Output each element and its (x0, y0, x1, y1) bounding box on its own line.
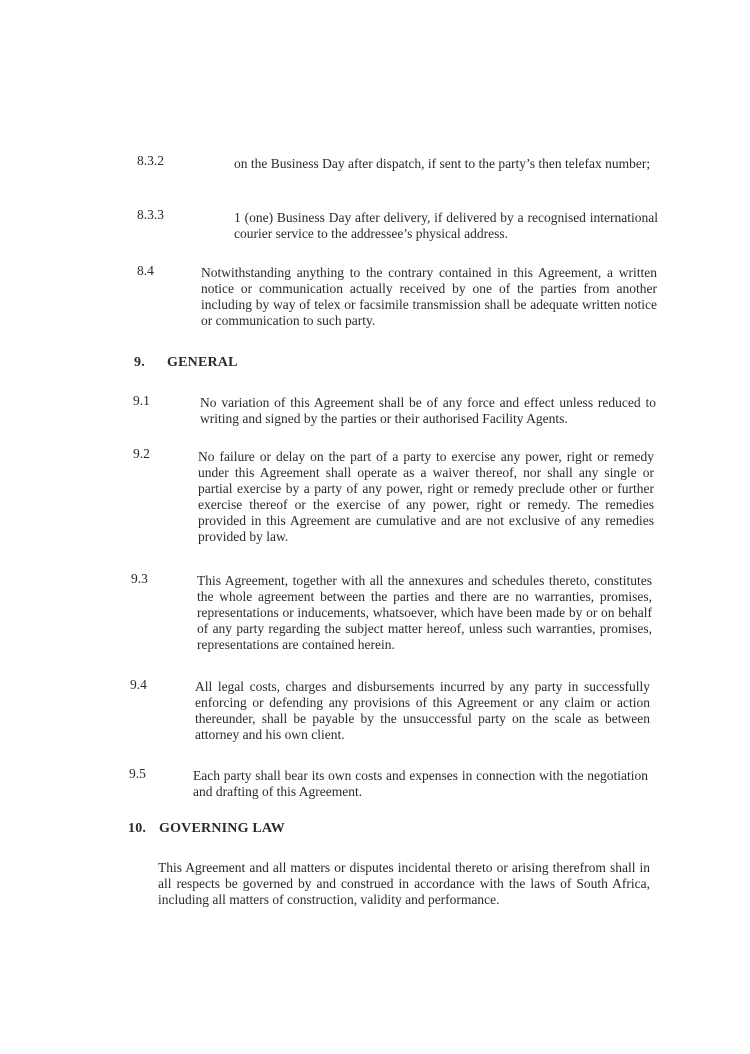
section-title-general: GENERAL (167, 355, 238, 370)
section-number-9: 9. (134, 355, 145, 370)
clause-number-9-3: 9.3 (131, 571, 148, 586)
clause-number-9-4: 9.4 (130, 677, 147, 692)
clause-number-8-3-3: 8.3.3 (137, 207, 164, 222)
section-title-governing-law: GOVERNING LAW (159, 821, 285, 836)
clause-text-9-1: No variation of this Agreement shall be of any force and effect unless reduced to writing and signed by the parties or their authorised Facility Agents. (200, 395, 656, 426)
clause-number-9-2: 9.2 (133, 446, 150, 461)
clause-text-9-4: All legal costs, charges and disbursements incurred by any party in successfully enforcing or defending any provisions of this Agreement or any claim or action thereunder, shall be payable by the unsuccessful party on the scale as between attorney and his own client. (195, 679, 650, 742)
clause-number-8-4: 8.4 (137, 263, 154, 278)
section-number-10: 10. (128, 821, 147, 836)
clause-number-9-1: 9.1 (133, 393, 150, 408)
clause-text-8-3-3: 1 (one) Business Day after delivery, if delivered by a recognised international courier service to the addressee’s physical address. (234, 210, 658, 241)
governing-law-text: This Agreement and all matters or disputes incidental thereto or arising therefrom shall in all respects be governed by and construed in accordance with the laws of South Africa, including all matters of construction, validity and performance. (158, 860, 650, 907)
clause-text-8-3-2: on the Business Day after dispatch, if sent to the party’s then telefax number; (234, 156, 651, 171)
clause-text-9-2: No failure or delay on the part of a party to exercise any power, right or remedy under this Agreement shall operate as a waiver thereof, nor shall any single or partial exercise by a party of any power, right or remedy preclude other or further exercise thereof or the exercise of any power, right or remedy. The remedies provided in this Agreement are cumulative and are not exclusive of any remedies provided by law. (198, 449, 654, 544)
clause-text-8-4: Notwithstanding anything to the contrary contained in this Agreement, a written notice or communication actually received by one of the parties from another including by way of telex or facsimile transmission shall be adequate written notice or communication to such party. (201, 265, 657, 328)
clause-number-8-3-2: 8.3.2 (137, 153, 164, 168)
clause-text-9-5: Each party shall bear its own costs and expenses in connection with the negotiation and drafting of this Agreement. (193, 768, 648, 799)
clause-text-9-3: This Agreement, together with all the annexures and schedules thereto, constitutes the whole agreement between the parties and there are no warranties, promises, representations or inducements, whatsoever, which have been made by or on behalf of any party regarding the subject matter hereof, unless such warranties, promises, representations are contained herein. (197, 573, 652, 652)
clause-number-9-5: 9.5 (129, 766, 146, 781)
